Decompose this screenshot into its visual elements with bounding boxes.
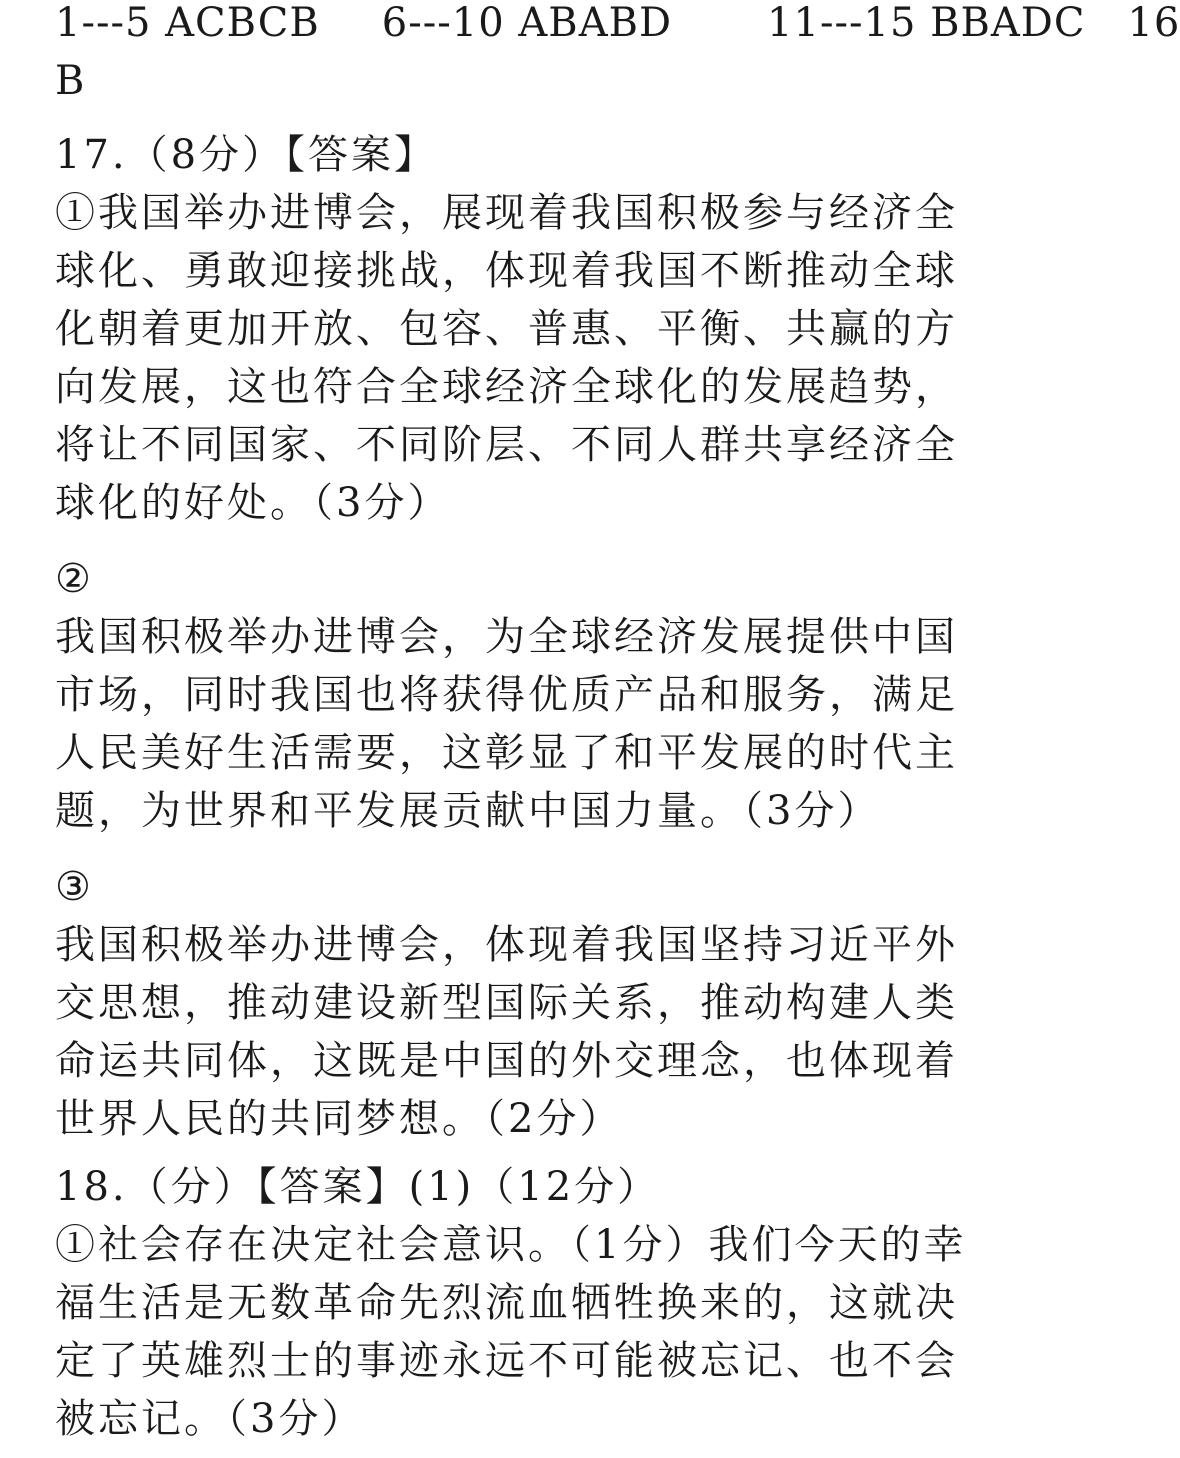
- q18-p1-line: 定了英雄烈士的事迹永远不可能被忘记、也不会: [55, 1338, 958, 1384]
- q17-p1-line: 向发展，这也符合全球经济全球化的发展趋势，: [55, 364, 958, 410]
- q17-p2-line: 题，为世界和平发展贡献中国力量。（3分）: [55, 788, 881, 834]
- q18-header: 18.（分）【答案】(1)（12分）: [55, 1164, 661, 1210]
- answer-group-11-15: 11---15 BBADC: [767, 0, 1086, 46]
- q17-p1-line: 将让不同国家、不同阶层、不同人群共享经济全: [55, 422, 958, 468]
- q17-p2-marker: ②: [55, 556, 94, 602]
- answer-key-row-2: [55, 52, 1020, 110]
- q17-p1-line: 球化的好处。（3分）: [55, 480, 451, 526]
- q17-p3-line: 交思想，推动建设新型国际关系，推动构建人类: [55, 980, 958, 1026]
- q17-p3-line: 世界人民的共同梦想。（2分）: [55, 1096, 623, 1142]
- q18-p1-line: 福生活是无数革命先烈流血牺牲换来的，这就决: [55, 1280, 958, 1326]
- q17-p3-line: 我国积极举办进博会，体现着我国坚持习近平外: [55, 922, 958, 968]
- q17-p2-line: 市场，同时我国也将获得优质产品和服务，满足: [55, 672, 958, 718]
- q17-p1-line: 球化、勇敢迎接挑战，体现着我国不断推动全球: [55, 248, 958, 294]
- q18-p1-line: 被忘记。（3分）: [55, 1396, 365, 1442]
- answer-group-6-10: 6---10 ABABD: [381, 0, 673, 46]
- q17-p1-line: ①我国举办进博会，展现着我国积极参与经济全: [55, 190, 958, 236]
- answer-group-16-number: 16: [1127, 0, 1180, 46]
- answer-16: B: [55, 58, 86, 104]
- q17-p2-line: 我国积极举办进博会，为全球经济发展提供中国: [55, 614, 958, 660]
- q17-header: 17.（8分）【答案】: [55, 132, 438, 178]
- q18-p1-line: ①社会存在决定社会意识。（1分）我们今天的幸: [55, 1222, 967, 1268]
- q17-p2-line: 人民美好生活需要，这彰显了和平发展的时代主: [55, 730, 958, 776]
- q17-p3-line: 命运共同体，这既是中国的外交理念，也体现着: [55, 1038, 958, 1084]
- answer-group-1-5: 1---5 ACBCB: [55, 0, 320, 46]
- q17-p1-line: 化朝着更加开放、包容、普惠、平衡、共赢的方: [55, 306, 958, 352]
- q17-p3-marker: ③: [55, 864, 94, 910]
- answer-key-row: [55, 0, 1180, 52]
